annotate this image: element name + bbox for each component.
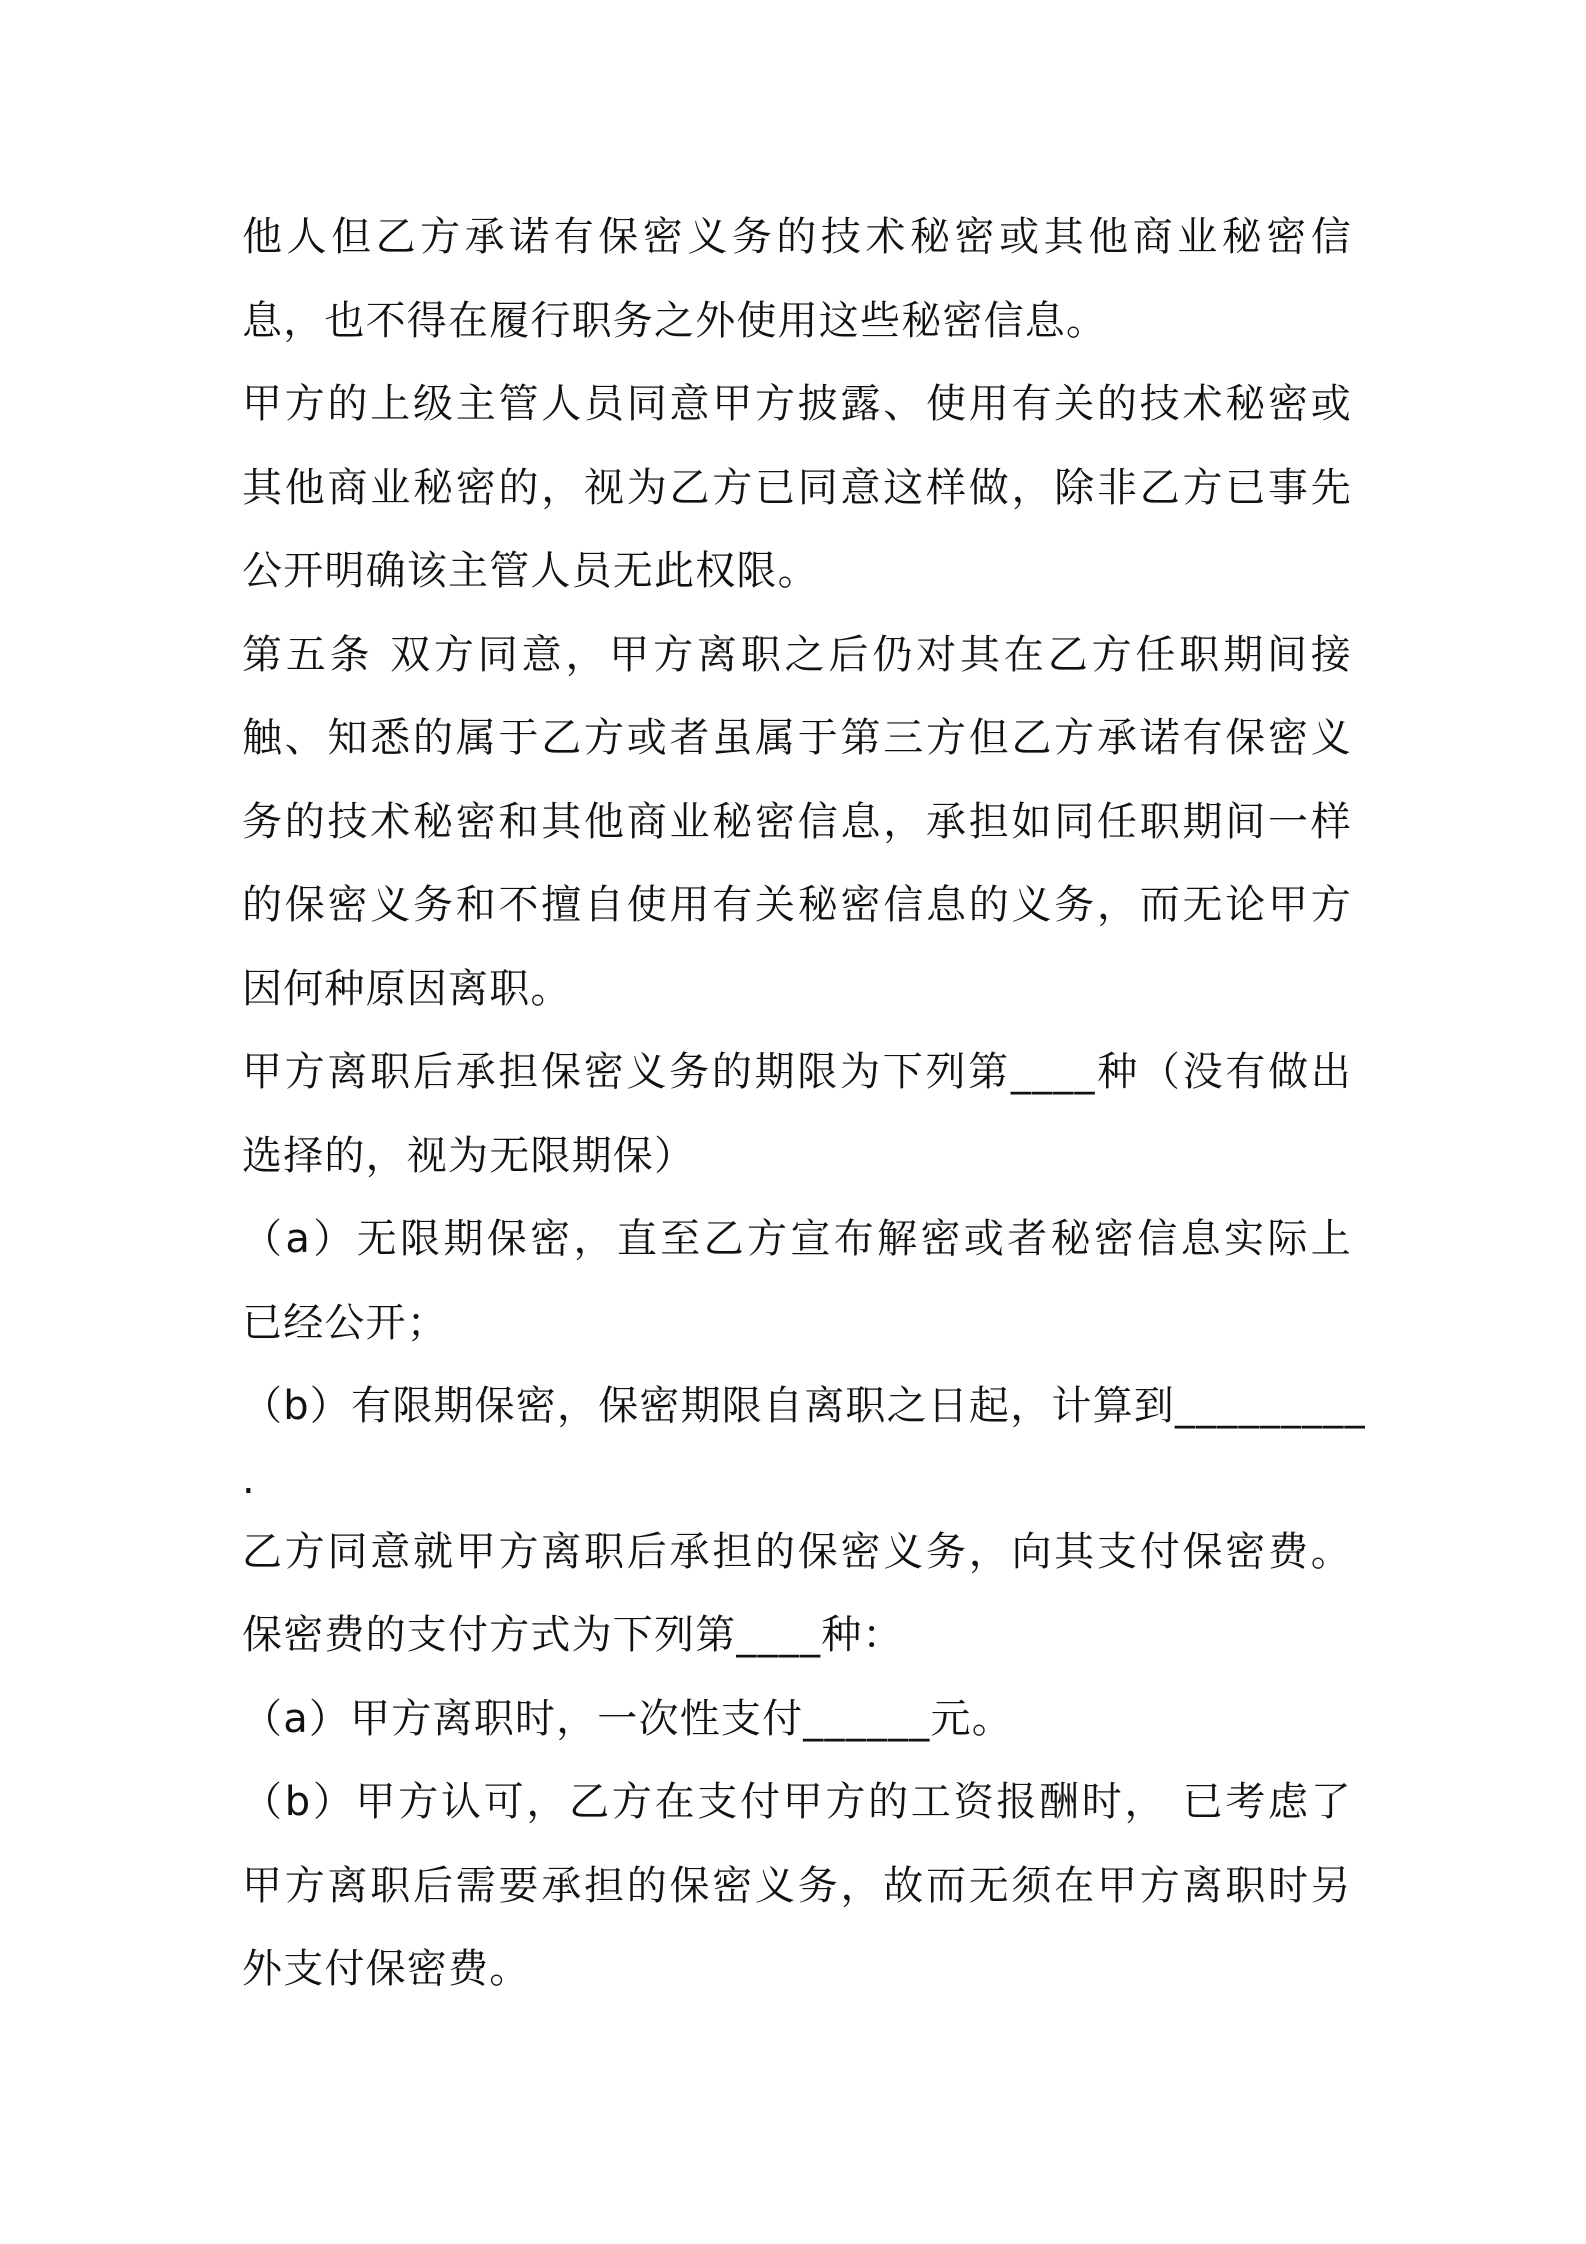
text-line: 息，也不得在履行职务之外使用这些秘密信息。 — [242, 297, 1108, 344]
text-line: 务的技术秘密和其他商业秘密信息，承担如同任职期间一样 — [242, 798, 1352, 845]
text-line: 乙方同意就甲方离职后承担的保密义务，向其支付保密费。 — [242, 1528, 1352, 1575]
document-body — [242, 196, 1366, 2012]
text-line: （b）有限期保密，保密期限自离职之日起，计算到_________ — [242, 1383, 1366, 1429]
text-line: 第五条 双方同意，甲方离职之后仍对其在乙方任职期间接 — [242, 631, 1352, 678]
text-line: . — [242, 1456, 256, 1503]
text-line: 选择的，视为无限期保） — [242, 1132, 696, 1179]
text-line: 他人但乙方承诺有保密义务的技术秘密或其他商业秘密信 — [242, 214, 1352, 260]
text-line: 甲方离职后承担保密义务的期限为下列第____种（没有做出 — [242, 1049, 1352, 1095]
text-line: 因何种原因离职。 — [242, 965, 572, 1012]
text-line: （a）甲方离职时，一次性支付______元。 — [242, 1695, 1013, 1742]
text-line: 甲方的上级主管人员同意甲方披露、使用有关的技术秘密或 — [242, 381, 1352, 427]
text-line: （a）无限期保密，直至乙方宣布解密或者秘密信息实际上 — [242, 1216, 1352, 1262]
text-line: 触、知悉的属于乙方或者虽属于第三方但乙方承诺有保密义 — [242, 715, 1352, 761]
text-line: 已经公开； — [242, 1299, 448, 1346]
text-line: 保密费的支付方式为下列第____种： — [242, 1612, 904, 1658]
text-line: （b）甲方认可，乙方在支付甲方的工资报酬时， 已考虑了 — [242, 1779, 1352, 1825]
text-line: 甲方离职后需要承担的保密义务，故而无须在甲方离职时另 — [242, 1862, 1352, 1909]
text-line: 外支付保密费。 — [242, 1946, 531, 1992]
text-line: 公开明确该主管人员无此权限。 — [242, 548, 819, 594]
text-line: 其他商业秘密的，视为乙方已同意这样做，除非乙方已事先 — [242, 464, 1352, 511]
text-line: 的保密义务和不擅自使用有关秘密信息的义务，而无论甲方 — [242, 882, 1352, 928]
